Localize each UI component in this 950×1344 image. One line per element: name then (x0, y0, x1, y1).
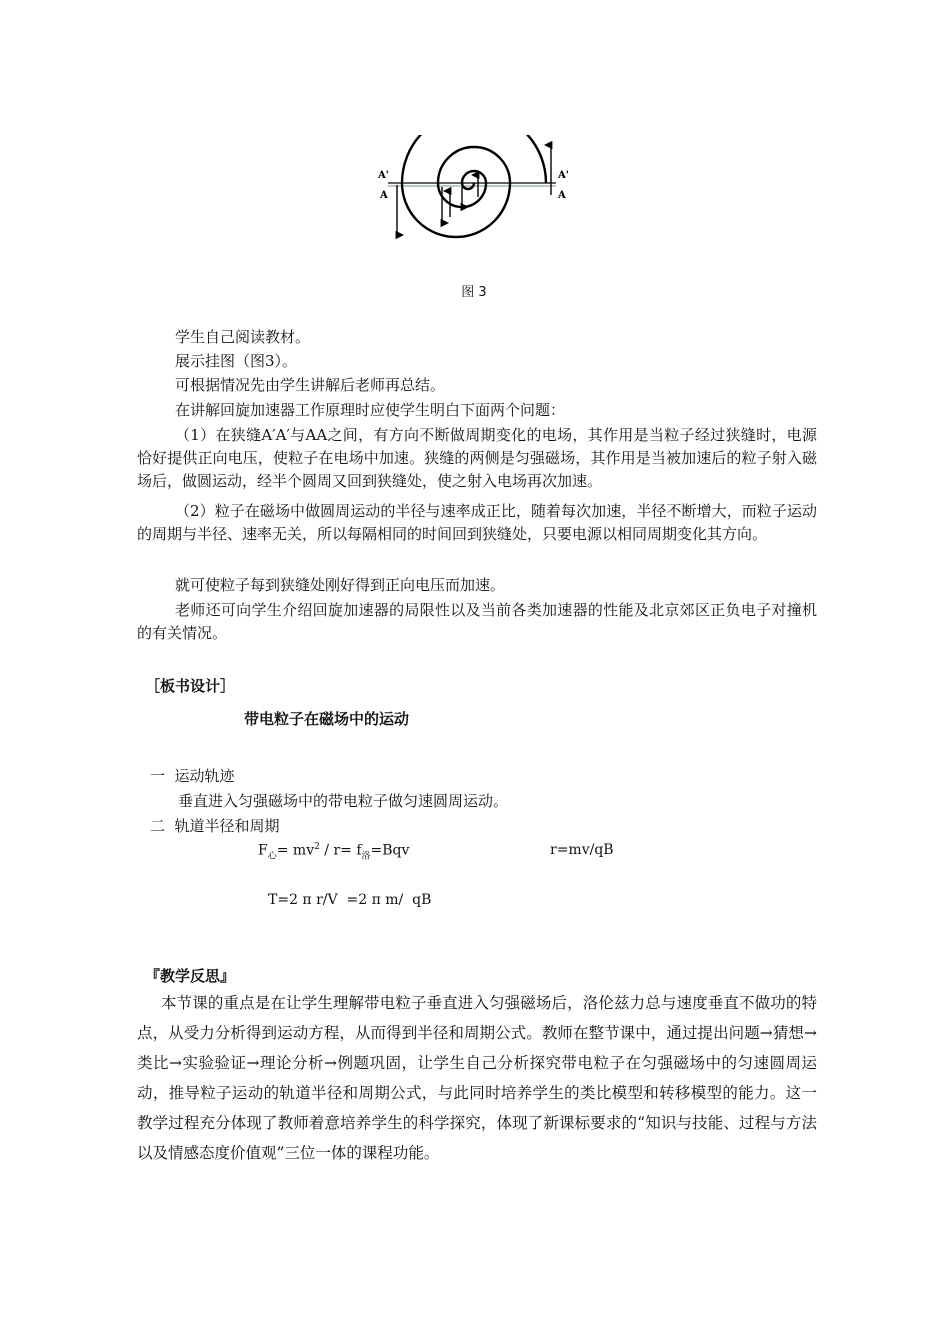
formula-radius: r=mv/qB (550, 842, 614, 858)
formula-force: $F_心= mv^2 / r= f_洛=Bqv$ (258, 842, 410, 862)
paragraph-8: 老师还可向学生介绍回旋加速器的局限性以及当前各类加速器的性能及北京郊区正负电子对撞机的有关情况。 (137, 601, 817, 642)
formula-period: T=2 π r/V =2 π m/ qB (268, 892, 432, 908)
cyclotron-figure (374, 135, 574, 300)
reflection-heading: 『教学反思』 (145, 967, 236, 985)
paragraph-7: 就可使粒子每到狭缝处刚好得到正向电压而加速。 (175, 576, 506, 594)
paragraph-1: 学生自己阅读教材。 (175, 328, 311, 346)
paragraph-3: 可根据情况先由学生讲解后老师再总结。 (175, 376, 446, 394)
reflection-text: 本节课的重点是在让学生理解带电粒子垂直进入匀强磁场后，洛伦兹力总与速度垂直不做功的特点，从受力分析得到运动方程，从而得到半径和周期公式。教师在整节课中，通过提出问题→猜想→类比→实验验证→理论分析→例题巩固，让学生自己分析探究带电粒子在匀强磁场中的匀速圆周运动，推导粒子运动的轨道半径和周期公式，与此同时培养学生的类比模型和转移模型的能力。这一教学过程充分体现了教师着意培养学生的科学探究，体现了新课标要求的“知识与技能、过程与方法以及情感态度价值观”三位一体的课程功能。 (137, 994, 817, 1162)
label-a-left: A (380, 190, 388, 201)
paragraph-6: （2）粒子在磁场中做圆周运动的半径与速率成正比，随着每次加速，半径不断增大，而粒子运动的周期与半径、速率无关，所以每隔相同的时间回到狭缝处，只要电源以相同周期变化其方向。 (137, 502, 817, 543)
label-a-prime-right: A' (558, 170, 569, 181)
board-section-2: 二 轨道半径和周期 (150, 817, 280, 835)
label-a-prime-left: A' (378, 170, 389, 181)
board-section-1-text: 垂直进入匀强磁场中的带电粒子做匀速圆周运动。 (178, 792, 509, 810)
paragraph-4: 在讲解回旋加速器工作原理时应使学生明白下面两个问题： (175, 401, 566, 419)
board-heading: ［板书设计］ (145, 677, 236, 695)
figure-caption: 图 3 (461, 285, 487, 300)
label-a-right: A (558, 190, 566, 201)
board-title: 带电粒子在磁场中的运动 (244, 710, 410, 728)
board-section-1: 一 运动轨迹 (150, 767, 235, 785)
paragraph-5: （1）在狭缝A′A′与AA之间，有方向不断做周期变化的电场，其作用是当粒子经过狭缝时，电源恰好提供正向电压，使粒子在电场中加速。狭缝的两侧是匀强磁场，其作用是当被加速后的粒子射入磁场后，做圆运动，经半个圆周又回到狭缝处，使之射入电场再次加速。 (137, 426, 817, 490)
paragraph-2: 展示挂图（图3）。 (175, 352, 298, 370)
cyclotron-spiral-diagram (374, 135, 574, 280)
